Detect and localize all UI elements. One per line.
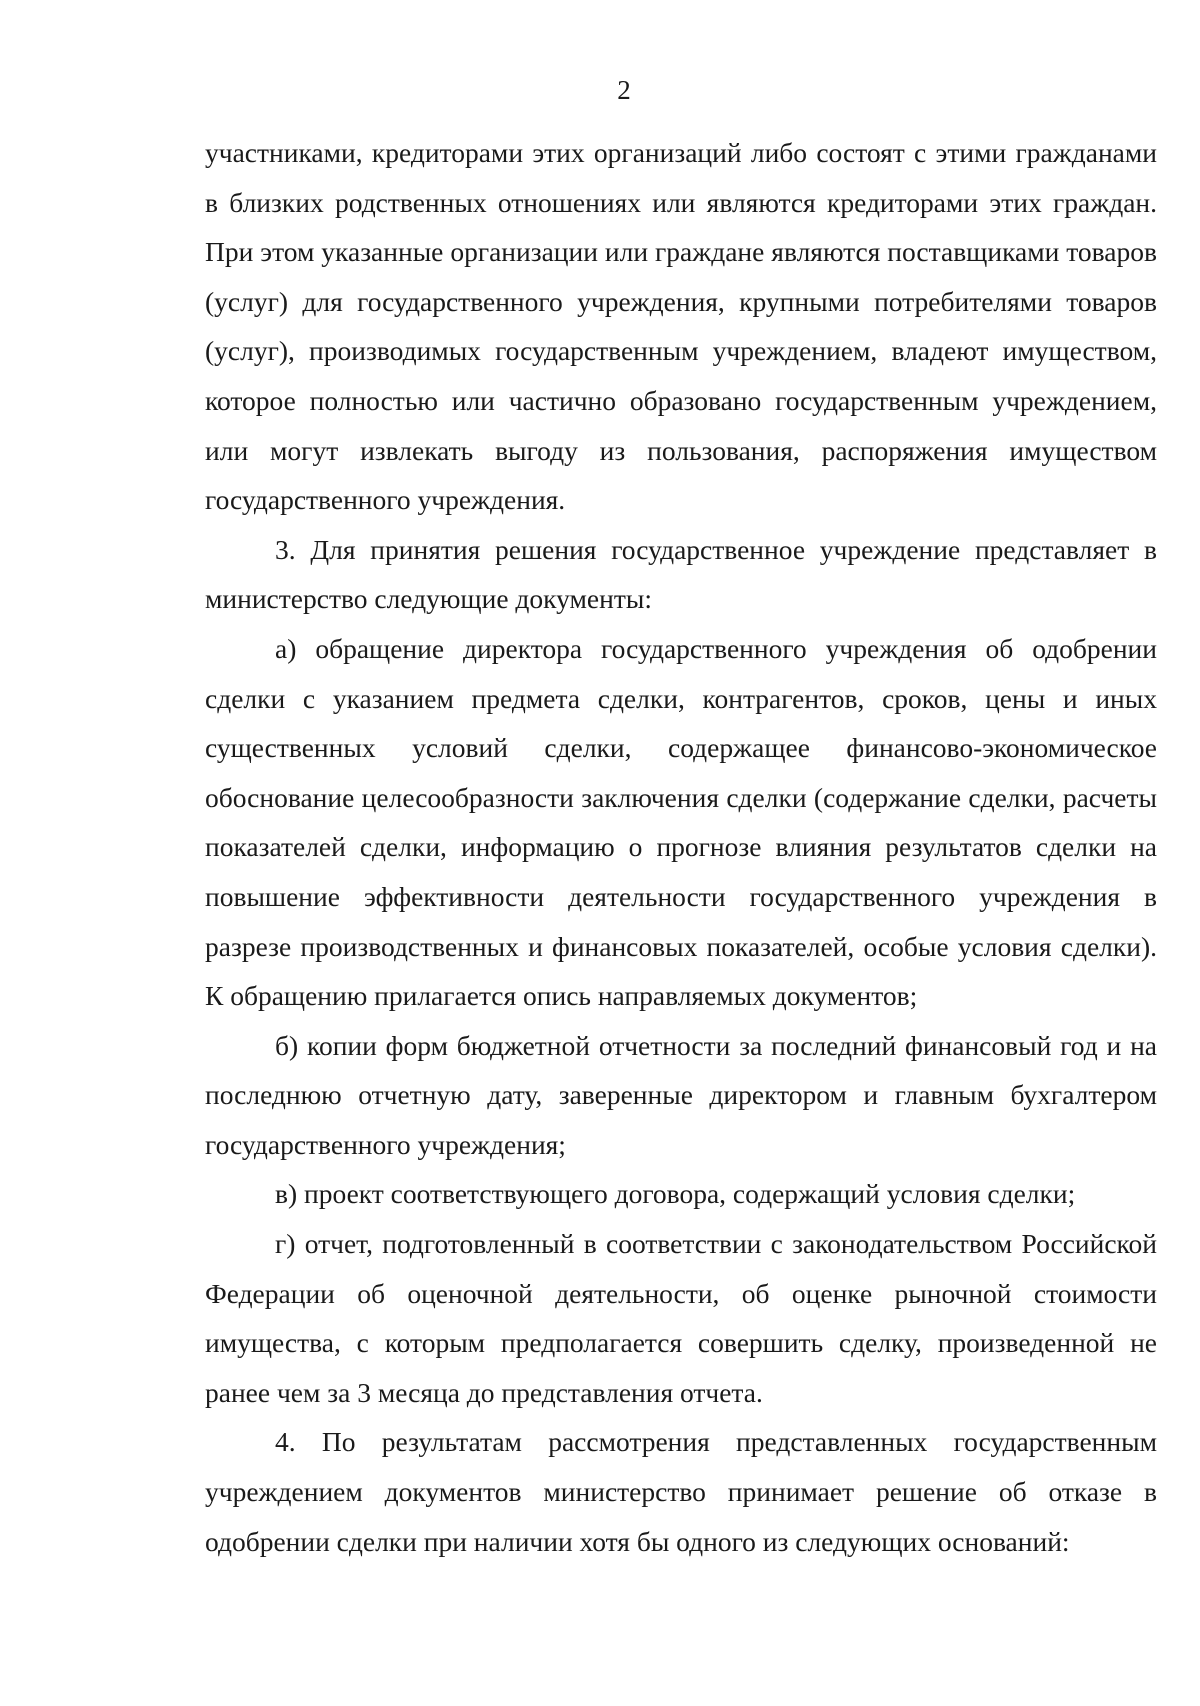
- paragraph-subitem-b: б) копии форм бюджетной отчетности за последний финансовый год и на последнюю отчетную дату, заверенные директором и главным бухгалтером государственного учреждения;: [205, 1029, 1157, 1160]
- paragraph-continuation: участниками, кредиторами этих организаций либо состоят с этими гражданами в близких родственных отношениях или являются кредиторами этих граждан. При этом указанные организации или граждане являются поставщиками товаров (услуг) для государственного учреждения, крупными потребителями товаров (услуг), производимых государственным учреждением, владеют имуществом, которое полностью или частично образовано государственным учреждением, или могут извлекать выгоду из пользования, распоряжения имуществом государственного учреждения.: [205, 137, 1157, 516]
- paragraph-subitem-a: а) обращение директора государственного учреждения об одобрении сделки с указанием предмета сделки, контрагентов, сроков, цены и иных существенных условий сделки, содержащее финансово-экономическое обоснование целесообразности заключения сделки (содержание сделки, расчеты показателей сделки, информацию о прогнозе влияния результатов сделки на повышение эффективности деятельности государственного учреждения в разрезе производственных и финансовых показателей, особые условия сделки). К обращению прилагается опись направляемых документов;: [205, 632, 1157, 1012]
- document-body: [205, 128, 1157, 1566]
- paragraph-item-4: 4. По результатам рассмотрения представленных государственным учреждением документов министерство принимает решение об отказе в одобрении сделки при наличии хотя бы одного из следующих оснований:: [205, 1426, 1157, 1557]
- paragraph-item-3: 3. Для принятия решения государственное учреждение представляет в министерство следующие документы:: [205, 533, 1157, 615]
- paragraph-subitem-g: г) отчет, подготовленный в соответствии с законодательством Российской Федерации об оценочной деятельности, об оценке рыночной стоимости имущества, с которым предполагается совершить сделку, произведенной не ранее чем за 3 месяца до представления отчета.: [205, 1228, 1157, 1408]
- page-number: 2: [617, 75, 631, 105]
- paragraph-subitem-v: в) проект соответствующего договора, содержащий условия сделки;: [275, 1178, 1076, 1210]
